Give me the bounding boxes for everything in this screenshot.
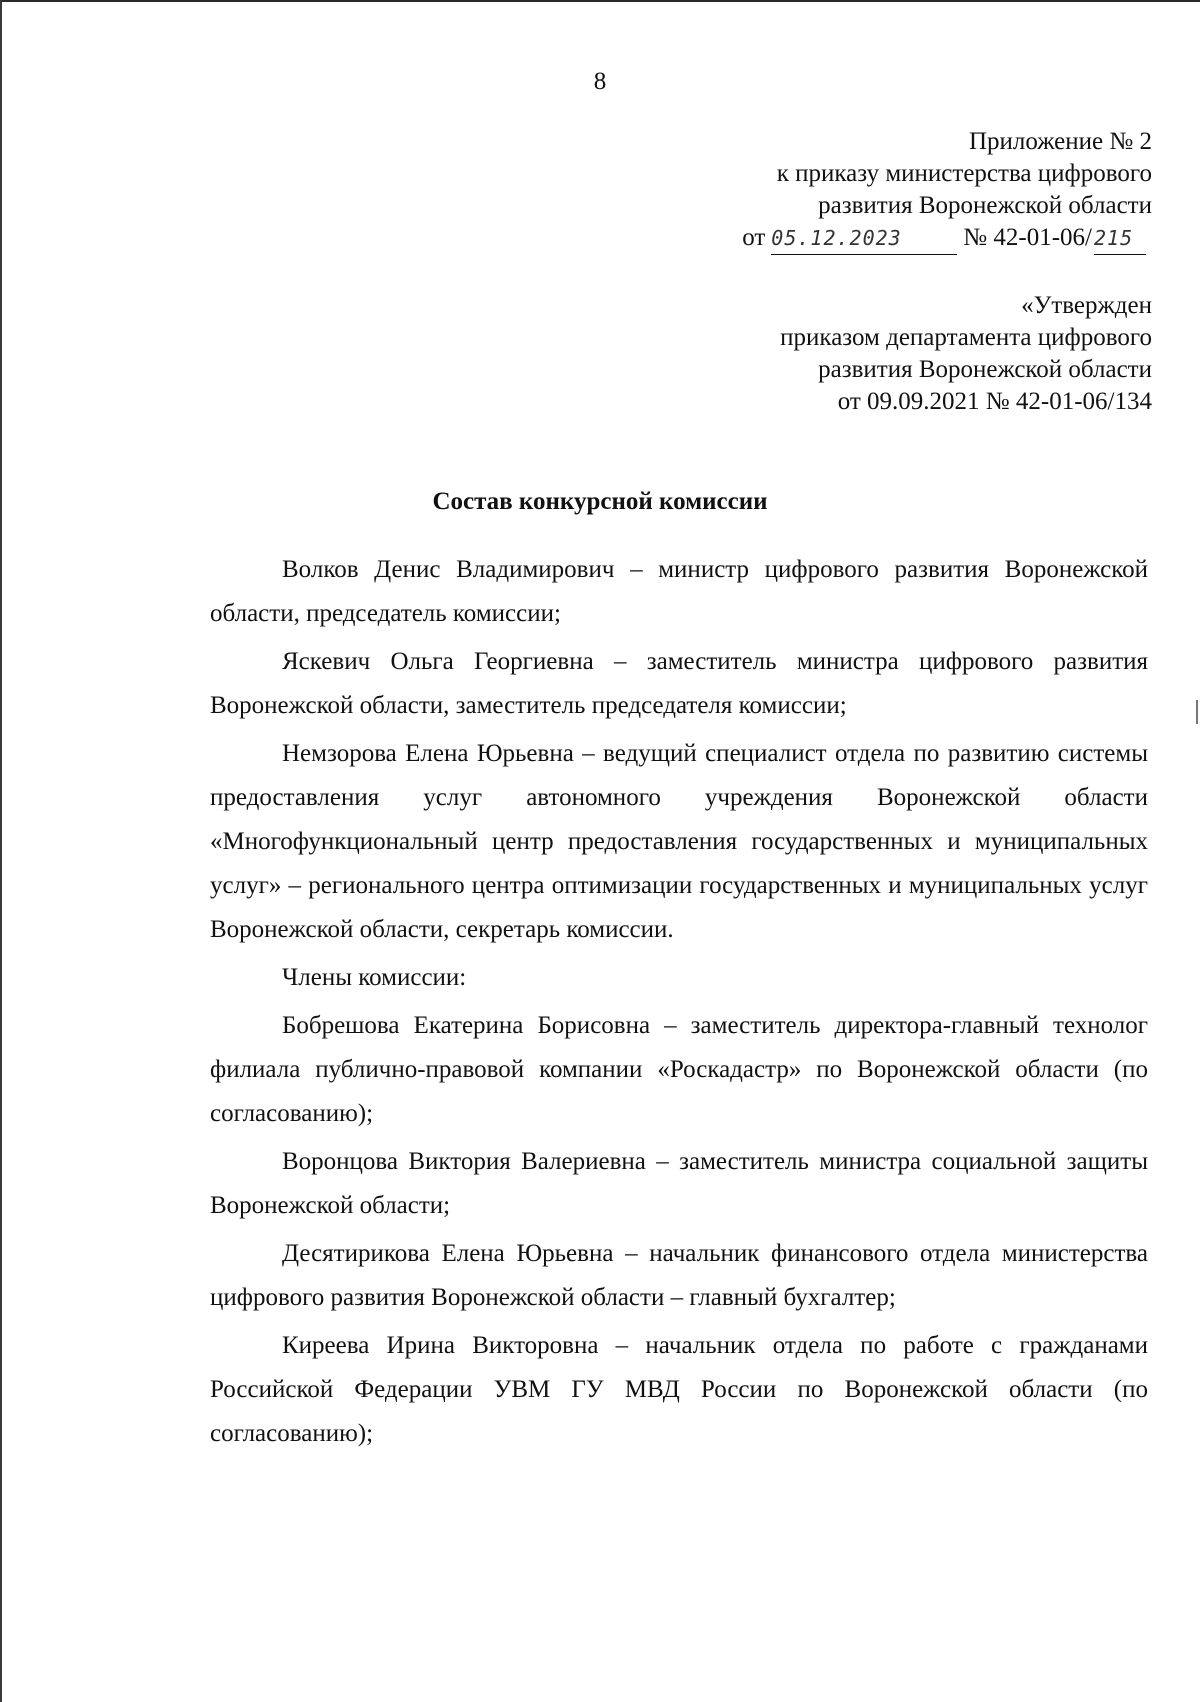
- appendix-line-1: Приложение № 2: [968, 128, 1152, 155]
- appendix-line-2: к приказу министерства цифрового: [776, 160, 1152, 187]
- approval-line-2: приказом департамента цифрового: [780, 324, 1152, 351]
- appendix-date-number-line: [592, 222, 1152, 255]
- date-field: [771, 222, 957, 255]
- member-paragraph: Киреева Ирина Викторовна – начальник отдела по работе с гражданами Российской Федерации УВМ ГУ МВД России по Воронежской области (по согласованию);: [210, 1332, 1148, 1447]
- appendix-line-3: развития Воронежской области: [818, 192, 1152, 219]
- number-field: [1094, 222, 1146, 255]
- scan-mark-right: [1196, 700, 1198, 724]
- handwritten-date: 05.12.2023: [771, 226, 902, 250]
- date-prefix: от: [742, 224, 766, 251]
- member-paragraph: Яскевич Ольга Георгиевна – заместитель министра цифрового развития Воронежской области, заместитель председателя комиссии;: [210, 648, 1148, 719]
- approval-line-1: «Утвержден: [1021, 292, 1152, 319]
- member-paragraph: Десятирикова Елена Юрьевна – начальник финансового отдела министерства цифрового развития Воронежской области – главный бухгалтер;: [210, 1240, 1148, 1311]
- member-paragraph: Волков Денис Владимирович – министр цифрового развития Воронежской области, председатель комиссии;: [210, 556, 1148, 627]
- handwritten-number: 215: [1094, 226, 1134, 250]
- approval-line-3: развития Воронежской области: [818, 356, 1152, 383]
- commission-list: [210, 548, 1148, 1456]
- scan-edge-left: [0, 0, 2, 1702]
- member-paragraph: Воронцова Виктория Валериевна – заместитель министра социальной защиты Воронежской области;: [210, 1148, 1148, 1219]
- approval-line-4: от 09.09.2021 № 42-01-06/134: [837, 388, 1152, 415]
- member-paragraph: Бобрешова Екатерина Борисовна – заместитель директора-главный технолог филиала публично-правовой компании «Роскадастр» по Воронежской области (по согласованию);: [210, 1012, 1148, 1127]
- approval-block: [592, 290, 1152, 418]
- document-title: Состав конкурсной комиссии: [432, 488, 768, 515]
- number-prefix: № 42-01-06/: [963, 224, 1092, 251]
- member-paragraph: Немзорова Елена Юрьевна – ведущий специалист отдела по развитию системы предоставления услуг автономного учреждения Воронежской области «Многофункциональный центр предоставления государственных и муниципальных услуг» – регионального центра оптимизации государственных и муниципальных услуг Воронежской области, секретарь комиссии.: [210, 740, 1148, 943]
- members-heading: Члены комиссии:: [282, 964, 467, 991]
- scan-edge-top: [0, 0, 1200, 2]
- appendix-header: [592, 126, 1152, 255]
- page-number: 8: [593, 68, 607, 95]
